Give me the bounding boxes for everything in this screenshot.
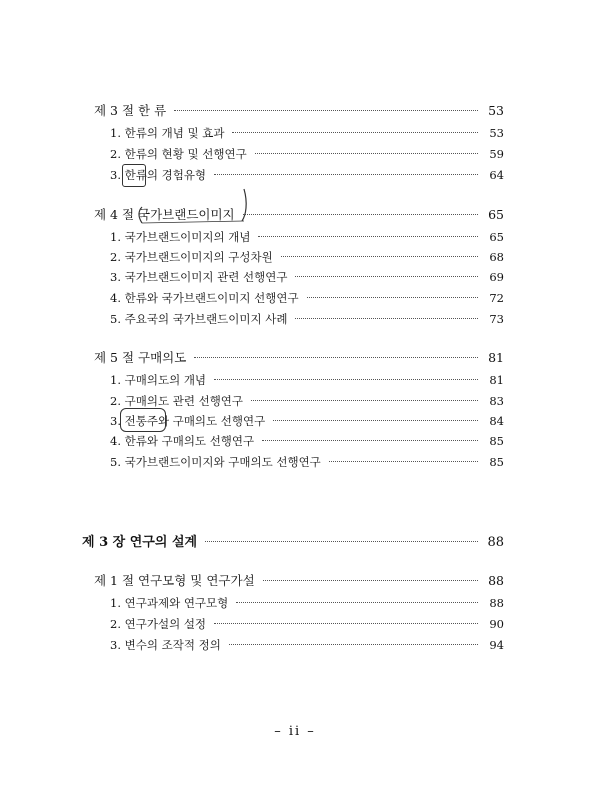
dot-leader xyxy=(243,213,478,215)
dot-leader xyxy=(194,356,478,358)
toc-page-number: 72 xyxy=(489,291,504,305)
dot-leader xyxy=(236,601,478,603)
toc-section-3[interactable] xyxy=(94,103,504,119)
toc-item-label: 3. 국가브랜드이미지 관련 선행연구 xyxy=(110,270,288,284)
dot-leader xyxy=(258,235,478,237)
dot-leader xyxy=(281,255,478,257)
dot-leader xyxy=(232,131,478,133)
toc-chapter-3[interactable] xyxy=(82,535,504,551)
dot-leader xyxy=(255,152,478,154)
toc-page-number: 81 xyxy=(489,373,504,387)
toc-page-number: 88 xyxy=(489,596,504,610)
toc-item[interactable] xyxy=(110,269,504,285)
toc-page-number: 73 xyxy=(489,312,504,326)
dot-leader xyxy=(205,540,478,542)
dot-leader xyxy=(295,275,478,277)
toc-chapter-title: 제 3 장 연구의 설계 xyxy=(82,535,198,550)
toc-item[interactable] xyxy=(110,413,504,429)
toc-page-number: 53 xyxy=(488,103,504,118)
toc-item[interactable] xyxy=(110,433,504,449)
toc-item[interactable] xyxy=(110,393,504,409)
toc-section-title: 제 4 절 국가브랜드이미지 xyxy=(94,207,235,222)
toc-page-number: 65 xyxy=(489,230,504,244)
toc-page-number: 88 xyxy=(487,535,504,550)
dot-leader xyxy=(251,399,478,401)
toc-page-number: 88 xyxy=(488,573,504,588)
toc-page-number: 83 xyxy=(489,394,504,408)
toc-item-label: 2. 한류의 현황 및 선행연구 xyxy=(110,147,247,161)
toc-item-label: 5. 주요국의 국가브랜드이미지 사례 xyxy=(110,312,288,326)
toc-page-number: 85 xyxy=(489,455,504,469)
toc-section-4[interactable] xyxy=(94,207,504,223)
toc-page-number: 53 xyxy=(489,126,504,140)
toc-item-label: 5. 국가브랜드이미지와 구매의도 선행연구 xyxy=(110,455,321,469)
dot-leader xyxy=(174,109,478,111)
toc-item[interactable] xyxy=(110,229,504,245)
dot-leader xyxy=(329,460,478,462)
toc-page-number: 59 xyxy=(489,147,504,161)
toc-section-title: 제 3 절 한 류 xyxy=(94,103,167,118)
toc-section-title: 제 5 절 구매의도 xyxy=(94,350,187,365)
toc-item-label: 3. 한류의 경험유형 xyxy=(110,168,207,182)
toc-item[interactable] xyxy=(110,167,504,183)
toc-item-label: 2. 국가브랜드이미지의 구성차원 xyxy=(110,250,273,264)
dot-leader xyxy=(214,378,478,380)
toc-item[interactable] xyxy=(110,595,504,611)
toc-section-title: 제 1 절 연구모형 및 연구가설 xyxy=(94,573,255,588)
dot-leader xyxy=(307,296,478,298)
toc-item[interactable] xyxy=(110,290,504,306)
toc-item-label: 2. 연구가설의 설정 xyxy=(110,617,207,631)
dot-leader xyxy=(229,643,478,645)
toc-item-label: 4. 한류와 국가브랜드이미지 선행연구 xyxy=(110,291,299,305)
dot-leader xyxy=(262,439,478,441)
toc-page-number: 90 xyxy=(489,617,504,631)
toc-item[interactable] xyxy=(110,454,504,470)
toc-item-label: 3. 전통주와 구매의도 선행연구 xyxy=(110,414,266,428)
toc-item-label: 2. 구매의도 관련 선행연구 xyxy=(110,394,244,408)
dot-leader xyxy=(273,419,478,421)
toc-item[interactable] xyxy=(110,616,504,632)
toc-item-label: 4. 한류와 구매의도 선행연구 xyxy=(110,434,255,448)
toc-item-label: 1. 한류의 개념 및 효과 xyxy=(110,126,225,140)
dot-leader xyxy=(214,622,478,624)
dot-leader xyxy=(214,173,478,175)
toc-item-label: 1. 구매의도의 개념 xyxy=(110,373,207,387)
toc-item-label: 3. 변수의 조작적 정의 xyxy=(110,638,221,652)
toc-item[interactable] xyxy=(110,249,504,265)
toc-item[interactable] xyxy=(110,146,504,162)
toc-page-number: 68 xyxy=(489,250,504,264)
toc-page-number: 69 xyxy=(489,270,504,284)
toc-page-number: 94 xyxy=(489,638,504,652)
toc-page-number: 84 xyxy=(489,414,504,428)
toc-section-1[interactable] xyxy=(94,573,504,589)
toc-item[interactable] xyxy=(110,311,504,327)
dot-leader xyxy=(263,579,478,581)
toc-item[interactable] xyxy=(110,372,504,388)
toc-section-5[interactable] xyxy=(94,350,504,366)
toc-item-label: 1. 국가브랜드이미지의 개념 xyxy=(110,230,251,244)
toc-page-number: 81 xyxy=(488,350,504,365)
toc-item[interactable] xyxy=(110,637,504,653)
toc-page-number: 65 xyxy=(488,207,504,222)
page-footer-number: – ii – xyxy=(274,724,316,739)
toc-item[interactable] xyxy=(110,125,504,141)
dot-leader xyxy=(295,317,478,319)
toc-page-number: 85 xyxy=(489,434,504,448)
toc-item-label: 1. 연구과제와 연구모형 xyxy=(110,596,229,610)
toc-page-number: 64 xyxy=(489,168,504,182)
